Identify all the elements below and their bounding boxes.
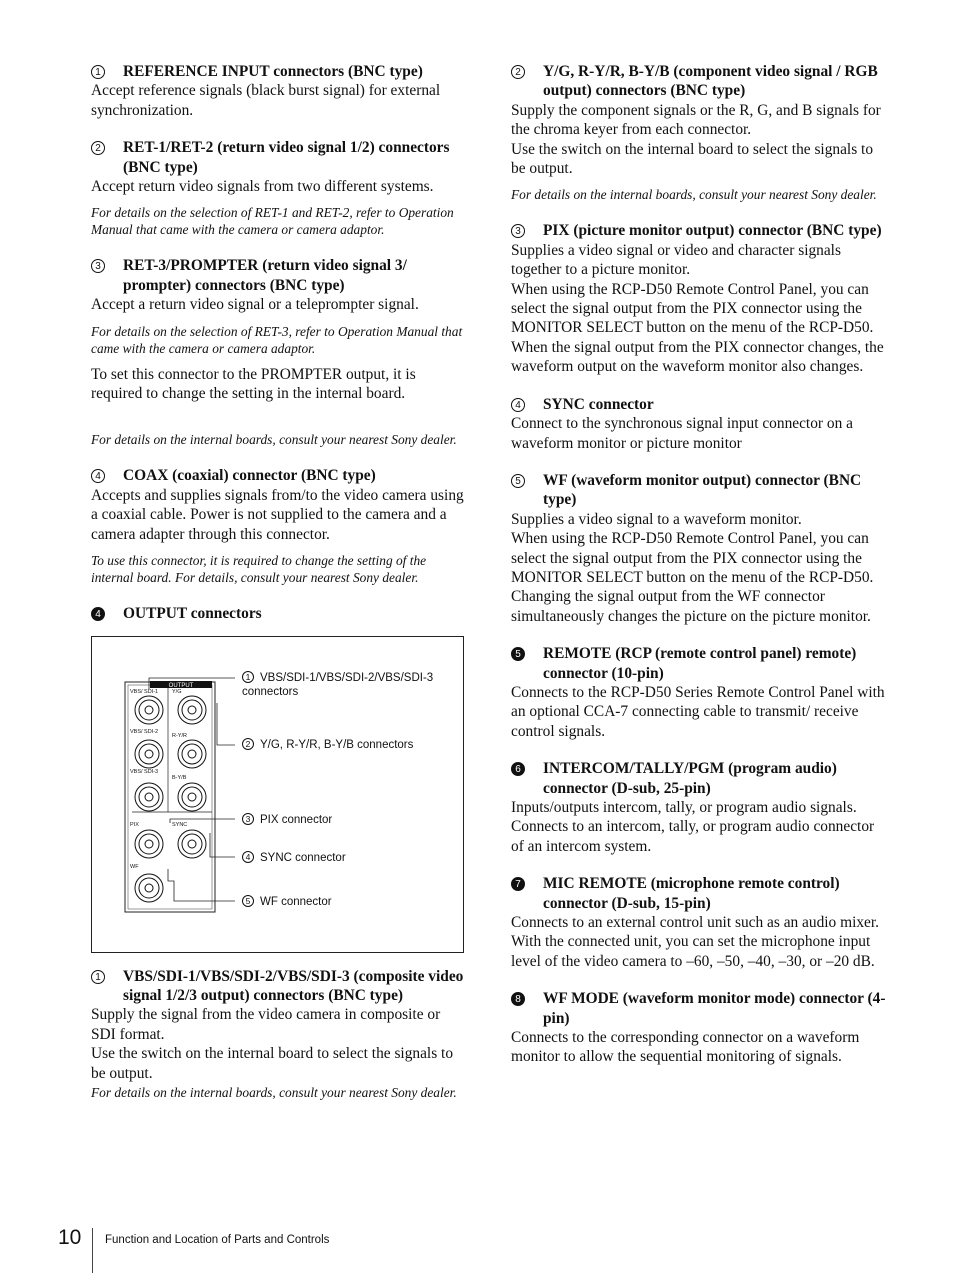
callout-vbs-sdi: 1 VBS/SDI-1/VBS/SDI-2/VBS/SDI-3 connectors <box>242 671 434 698</box>
section-body: Accept reference signals (black burst signal) for external synchronization. <box>91 82 441 119</box>
item-number: 7 <box>511 874 543 913</box>
section-body-2: When using the RCP-D50 Remote Control Panel, you can select the signal output from the PIX connector using the MONITOR SELECT button on the menu of the RCP-D50. When the signal output from the PIX connector changes, the waveform output on the waveform monitor also changes. <box>511 280 884 376</box>
panel-label-pix: PIX <box>130 821 139 828</box>
section-title: WF (waveform monitor output) connector (BNC type) <box>543 471 862 509</box>
item-number: 2 <box>91 138 123 177</box>
section-note: For details on the selection of RET-3, refer to Operation Manual that came with the camera or camera adaptor. <box>91 323 463 356</box>
leader-line-4 <box>210 833 235 857</box>
section-mic-remote <box>511 874 887 971</box>
section-heading <box>91 967 467 1006</box>
section-title: REFERENCE INPUT connectors (BNC type) <box>123 63 423 80</box>
section-body: Supplies a video signal or video and character signals together to a picture monitor. <box>511 241 841 279</box>
section-coax <box>91 466 467 586</box>
section-ret3-prompter <box>91 256 467 448</box>
section-heading <box>511 471 887 510</box>
leader-line-5 <box>168 869 235 901</box>
section-title: PIX (picture monitor output) connector (BNC type) <box>543 222 882 240</box>
section-heading <box>511 644 887 683</box>
item-number: 8 <box>511 989 543 1028</box>
panel-label-wf: WF <box>130 863 139 870</box>
item-number: 3 <box>511 221 543 240</box>
section-title: RET-3/PROMPTER (return video signal 3/ prompter) connectors (BNC type) <box>123 257 407 294</box>
section-heading <box>511 989 887 1028</box>
bnc-connector-sync <box>178 830 206 858</box>
section-heading <box>91 256 467 295</box>
item-number: 4 <box>91 466 123 485</box>
panel-label-vbs1: VBS/ SDI-1 <box>130 688 159 695</box>
section-title: RET-1/RET-2 (return video signal 1/2) connectors (BNC type) <box>123 139 450 176</box>
section-title: OUTPUT connectors <box>123 605 262 623</box>
section-body: Connects to the corresponding connector on a waveform monitor to allow the sequential monitoring of signals. <box>511 1029 860 1066</box>
section-heading <box>91 62 467 81</box>
callout-sync: 4 SYNC connector <box>242 851 346 865</box>
section-note-2: For details on the internal boards, consult your nearest Sony dealer. <box>91 432 457 448</box>
panel-label-sync: SYNC <box>172 821 188 828</box>
panel-label-ry: R-Y/R <box>172 732 187 739</box>
panel-inner <box>128 682 212 909</box>
section-body-2: To set this connector to the PROMPTER output, it is required to change the setting in the internal board. <box>91 365 416 403</box>
section-body-2: When using the RCP-D50 Remote Control Panel, you can select the signal output from the PIX connector using the MONITOR SELECT button on the menu of the RCP-D50. Changing the signal output from the WF connector simultaneously changes the picture on the picture monitor. <box>511 530 874 625</box>
section-reference-input <box>91 62 467 120</box>
footer-section-title: Function and Location of Parts and Controls <box>105 1234 330 1246</box>
item-number: 5 <box>511 471 543 510</box>
section-remote <box>511 644 887 741</box>
section-note: For details on the internal boards, consult your nearest Sony dealer. <box>511 187 877 203</box>
section-output-connectors <box>91 604 467 623</box>
panel-label-yg: Y/G <box>172 688 182 695</box>
bnc-connector-vbs3 <box>135 783 163 811</box>
bnc-connector-pix <box>135 830 163 858</box>
section-note: To use this connector, it is required to change the setting of the internal board. For details, consult your nearest Sony dealer. <box>91 553 427 586</box>
footer-divider <box>92 1228 93 1273</box>
section-title: REMOTE (RCP (remote control panel) remote) connector (10-pin) <box>543 645 857 682</box>
section-title: VBS/SDI-1/VBS/SDI-2/VBS/SDI-3 (composite video signal 1/2/3 output) connectors (BNC type) <box>123 967 464 1004</box>
callout-pix: 3 PIX connector <box>242 813 332 827</box>
section-heading <box>91 138 467 177</box>
output-header-label: OUTPUT <box>168 682 194 689</box>
section-heading <box>91 604 467 623</box>
section-wf-mode <box>511 989 887 1067</box>
panel-label-vbs3: VBS/ SDI-3 <box>130 768 159 775</box>
section-heading <box>511 221 887 240</box>
panel-label-vbs2: VBS/ SDI-2 <box>130 728 159 735</box>
left-column <box>91 62 467 1102</box>
section-title: WF MODE (waveform monitor mode) connector (4-pin) <box>543 990 886 1027</box>
section-heading <box>511 759 887 798</box>
section-body: Connects to the RCP-D50 Series Remote Control Panel with an optional CCA-7 connecting cable to transmit/ receive control signals. <box>511 683 885 740</box>
section-title: MIC REMOTE (microphone remote control) connector (D-sub, 15-pin) <box>543 875 840 912</box>
item-number: 2 <box>511 62 543 101</box>
section-body-2: Use the switch on the internal board to select the signals to be output. <box>511 140 874 178</box>
item-number: 3 <box>91 256 123 295</box>
item-number: 4 <box>91 604 123 623</box>
section-title: Y/G, R-Y/R, B-Y/B (component video signal / RGB output) connectors (BNC type) <box>543 63 878 100</box>
item-number: 5 <box>511 644 543 683</box>
section-ret1-ret2 <box>91 138 467 238</box>
bnc-connector-yg <box>178 696 206 724</box>
section-heading <box>91 466 467 485</box>
bnc-connector-vbs2 <box>135 740 163 768</box>
section-body: Accept return video signals from two different systems. <box>91 178 434 196</box>
section-body: Accepts and supplies signals from/to the video camera using a coaxial cable. Power is not supplied to the camera and a camera adapter through this connector. <box>91 486 464 543</box>
section-body: Connect to the synchronous signal input connector on a waveform monitor or picture monitor <box>511 415 853 452</box>
section-body: Connects to an external control unit such as an audio mixer. With the connected unit, you can set the microphone input level of the video camera to –60, –50, –40, –30, or –20 dB. <box>511 914 879 970</box>
output-connectors-figure <box>91 636 464 953</box>
section-body: Inputs/outputs intercom, tally, or program audio signals. Connects to an intercom, tally, or program audio connector of an intercom system. <box>511 799 875 855</box>
section-heading <box>511 62 887 101</box>
leader-line-2 <box>217 703 235 745</box>
bnc-connector-vbs1 <box>135 696 163 724</box>
item-number: 4 <box>511 395 543 414</box>
panel-label-by: B-Y/B <box>172 774 187 781</box>
section-note: For details on the internal boards, consult your nearest Sony dealer. <box>91 1084 457 1100</box>
section-title: COAX (coaxial) connector (BNC type) <box>123 467 376 485</box>
section-heading <box>511 874 887 913</box>
section-sync <box>511 395 887 453</box>
bnc-connector-wf <box>135 874 163 902</box>
section-body: Supply the signal from the video camera in composite or SDI format. <box>91 1006 441 1043</box>
section-body: Supply the component signals or the R, G, and B signals for the chroma keyer from each connector. <box>511 101 881 139</box>
section-body: Accept a return video signal or a teleprompter signal. <box>91 296 419 314</box>
section-heading <box>511 395 887 414</box>
section-intercom <box>511 759 887 856</box>
bnc-connector-by <box>178 783 206 811</box>
item-number: 6 <box>511 759 543 798</box>
section-body-2: Use the switch on the internal board to select the signals to be output. <box>91 1045 454 1082</box>
bnc-connector-ry <box>178 740 206 768</box>
right-column <box>511 62 887 1067</box>
section-body: Supplies a video signal to a waveform monitor. <box>511 510 802 528</box>
section-title: SYNC connector <box>543 395 654 413</box>
item-number: 1 <box>91 62 123 81</box>
section-component-output <box>511 62 887 203</box>
section-title: INTERCOM/TALLY/PGM (program audio) connector (D-sub, 25-pin) <box>543 760 837 797</box>
page-number: 10 <box>58 1226 82 1249</box>
section-pix <box>511 221 887 376</box>
section-note: For details on the selection of RET-1 and RET-2, refer to Operation Manual that came with the camera or camera adaptor. <box>91 205 454 238</box>
callout-wf: 5 WF connector <box>242 895 332 909</box>
section-vbs-sdi <box>91 967 467 1102</box>
callout-component: 2 Y/G, R-Y/R, B-Y/B connectors <box>242 738 413 752</box>
section-wf <box>511 471 887 626</box>
item-number: 1 <box>91 967 123 1006</box>
